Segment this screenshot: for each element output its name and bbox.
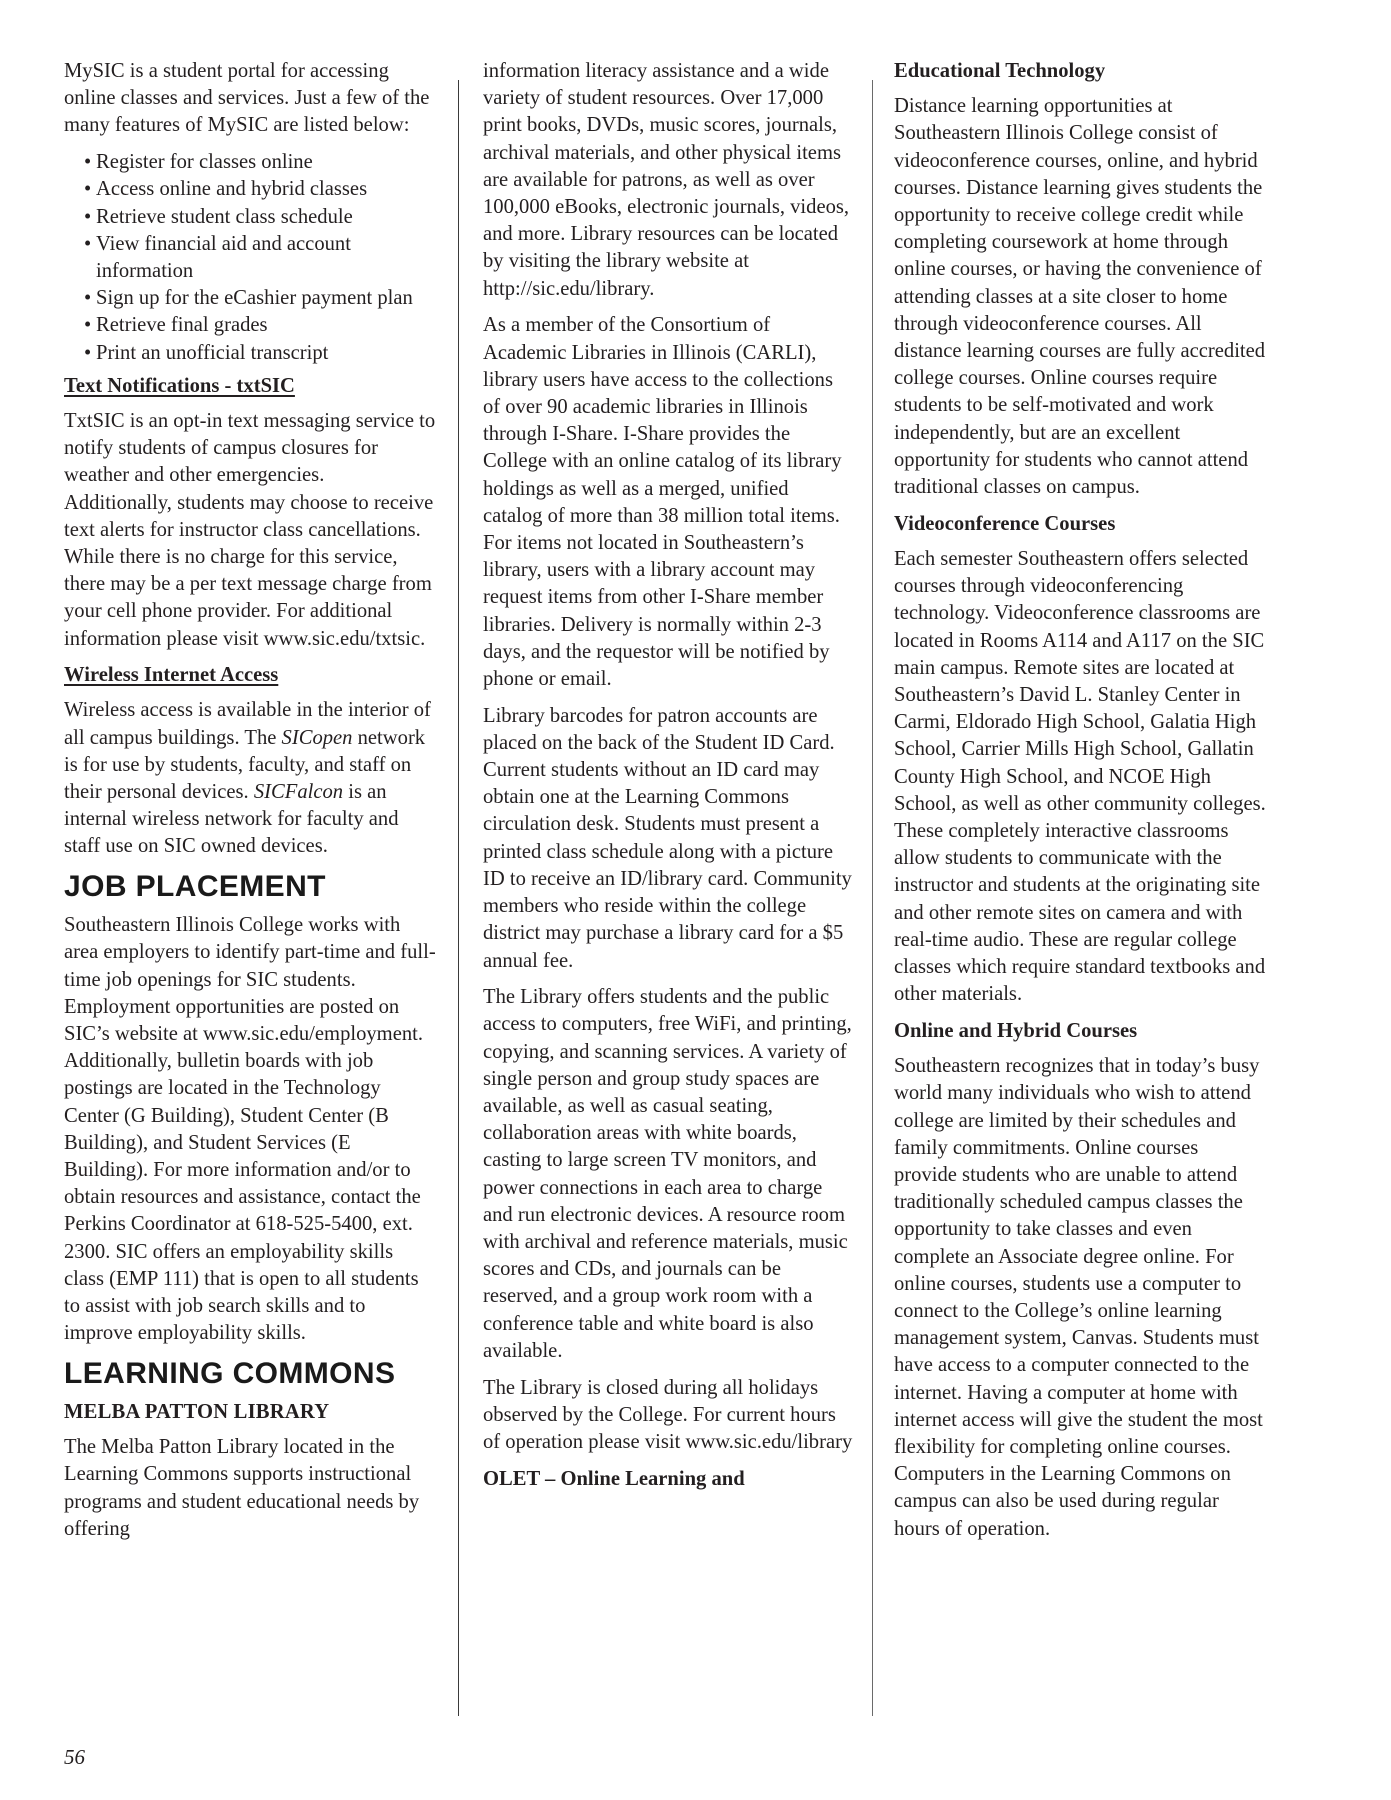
list-item: • Access online and hybrid classes bbox=[84, 176, 436, 203]
mysic-feature-list bbox=[64, 149, 436, 367]
list-item: • Retrieve final grades bbox=[84, 312, 436, 339]
ed-tech-body: Distance learning opportunities at Southeastern Illinois College consist of videoconference courses, online, and hybrid courses. Distance learning gives students the opportunity to receive college credit while completing coursework at home through online courses, or having the convenience of attending classes at a site closer to home through videoconference courses. All distance learning courses are fully accredited college courses. Online courses require students to be self-motivated and work independently, but are an excellent opportunity for students who cannot attend traditional classes on campus. bbox=[894, 95, 1266, 499]
mysic-intro: MySIC is a student portal for accessing online classes and services. Just a few of the many features of MySIC are listed below: bbox=[64, 60, 430, 137]
list-item: • Sign up for the eCashier payment plan bbox=[84, 285, 436, 312]
carli-paragraph: As a member of the Consortium of Academic Libraries in Illinois (CARLI), library users have access to the collections of over 90 academic libraries in Illinois through I-Share. I-Share provides the College with an online catalog of its library holdings as well as a merged, unified catalog of more than 38 million total items. For items not located in Southeastern’s library, users with a library account may request items from other I-Share member libraries. Delivery is normally within 2-3 days, and the requestor will be notified by phone or email. bbox=[483, 314, 842, 690]
network-name-sicfalcon: SICFalcon bbox=[253, 781, 344, 804]
network-name-sicopen: SICopen bbox=[281, 726, 353, 749]
wireless-body-text: Wireless access is available in the interior of all campus buildings. The bbox=[64, 699, 431, 749]
wireless-heading: Wireless Internet Access bbox=[64, 664, 279, 687]
olet-heading: OLET – Online Learning and bbox=[483, 1467, 745, 1490]
library-services-paragraph: The Library offers students and the public access to computers, free WiFi, and printing, copying, and scanning services. A variety of single person and group study spaces are available, as well as casual seating, collaboration areas with white boards, casting to large screen TV monitors, and power connections in each area to charge and run electronic devices. A resource room with archival and reference materials, music scores and CDs, and journals can be reserved, and a group work room with a conference table and white board is also available. bbox=[483, 986, 852, 1362]
job-placement-title: JOB PLACEMENT bbox=[64, 870, 326, 904]
column-right bbox=[894, 58, 1266, 1552]
videoconference-body: Each semester Southeastern offers selected courses through videoconferencing technology. Videoconference classrooms are located in Rooms A114 and A117 on the SIC main campus. Remote sites are located at Southeastern’s David L. Stanley Center in Carmi, Eldorado High School, Galatia High School, Carrier Mills High School, Gallatin County High School, and NCOE High School, as well as other community colleges. These completely interactive classrooms allow students to communicate with the instructor and students at the originating site and other remote sites on camera and with real-time audio. These are regular college classes which require standard textbooks and other materials. bbox=[894, 547, 1266, 1006]
library-heading: MELBA PATTON LIBRARY bbox=[64, 1400, 330, 1423]
wireless-body-text: network is for use by students, faculty, and staff on their personal devices. bbox=[64, 726, 426, 804]
column-left bbox=[64, 58, 436, 1552]
online-hybrid-body: Southeastern recognizes that in today’s busy world many individuals who wish to attend college are limited by their schedules and family commitments. Online courses provide students who are unable to attend traditionally scheduled campus classes the opportunity to take classes and even complete an Associate degree online. For online courses, students use a computer to connect to the College’s online learning management system, Canvas. Students must have access to a computer connected to the internet. Having a computer at home with internet access will give the student the most flexibility for completing online courses. Computers in the Learning Commons on campus can also be used during regular hours of operation. bbox=[894, 1055, 1263, 1540]
online-hybrid-heading: Online and Hybrid Courses bbox=[894, 1019, 1138, 1042]
column-middle bbox=[483, 58, 853, 1501]
videoconference-heading: Videoconference Courses bbox=[894, 512, 1116, 535]
column-divider bbox=[872, 80, 873, 1716]
column-divider bbox=[458, 80, 459, 1716]
txtsic-body: TxtSIC is an opt-in text messaging service to notify students of campus closures for weather and other emergencies. Additionally, students may choose to receive text alerts for instructor class cancellations. While there is no charge for this service, there may be a per text message charge from your cell phone provider. For additional information please visit www.sic.edu/txtsic. bbox=[64, 409, 436, 650]
txtsic-heading: Text Notifications - txtSIC bbox=[64, 374, 295, 397]
learning-commons-title: LEARNING COMMONS bbox=[64, 1356, 396, 1390]
ed-tech-heading: Educational Technology bbox=[894, 60, 1106, 82]
page-number: 56 bbox=[64, 1745, 85, 1769]
wireless-body-text: is an internal wireless network for faculty and staff use on SIC owned devices. bbox=[64, 781, 399, 858]
list-item: • Retrieve student class schedule bbox=[84, 204, 436, 231]
library-barcodes-paragraph: Library barcodes for patron accounts are placed on the back of the Student ID Card. Current students without an ID card may obtain one at the Learning Commons circulation desk. Students must present a printed class schedule along with a picture ID to receive an ID/library card. Community members who reside within the college district may purchase a library card for a $5 annual fee. bbox=[483, 704, 852, 972]
list-item: • View financial aid and account information bbox=[84, 231, 436, 285]
wireless-body bbox=[64, 697, 436, 860]
job-placement-body: Southeastern Illinois College works with area employers to identify part-time and full-time job openings for SIC students. Employment opportunities are posted on SIC’s website at www.sic.edu/employment. Additionally, bulletin boards with job postings are located in the Technology Center (G Building), Student Center (B Building), and Student Services (E Building). For more information and/or to obtain resources and assistance, contact the Perkins Coordinator at 618-525-5400, ext. 2300. SIC offers an employability skills class (EMP 111) that is open to all students to assist with job search skills and to improve employability skills. bbox=[64, 914, 436, 1345]
list-item: • Register for classes online bbox=[84, 149, 436, 176]
library-hours-paragraph: The Library is closed during all holidays observed by the College. For current hours of operation please visit www.sic.edu/library bbox=[483, 1376, 853, 1453]
list-item: • Print an unofficial transcript bbox=[84, 340, 436, 367]
library-resources-paragraph: information literacy assistance and a wide variety of student resources. Over 17,000 print books, DVDs, music scores, journals, archival materials, and other physical items are available for patrons, as well as over 100,000 eBooks, electronic journals, videos, and more. Library resources can be located by visiting the library website at http://sic.edu/library. bbox=[483, 60, 850, 300]
library-intro: The Melba Patton Library located in the Learning Commons supports instructional programs and student educational needs by offering bbox=[64, 1436, 420, 1540]
